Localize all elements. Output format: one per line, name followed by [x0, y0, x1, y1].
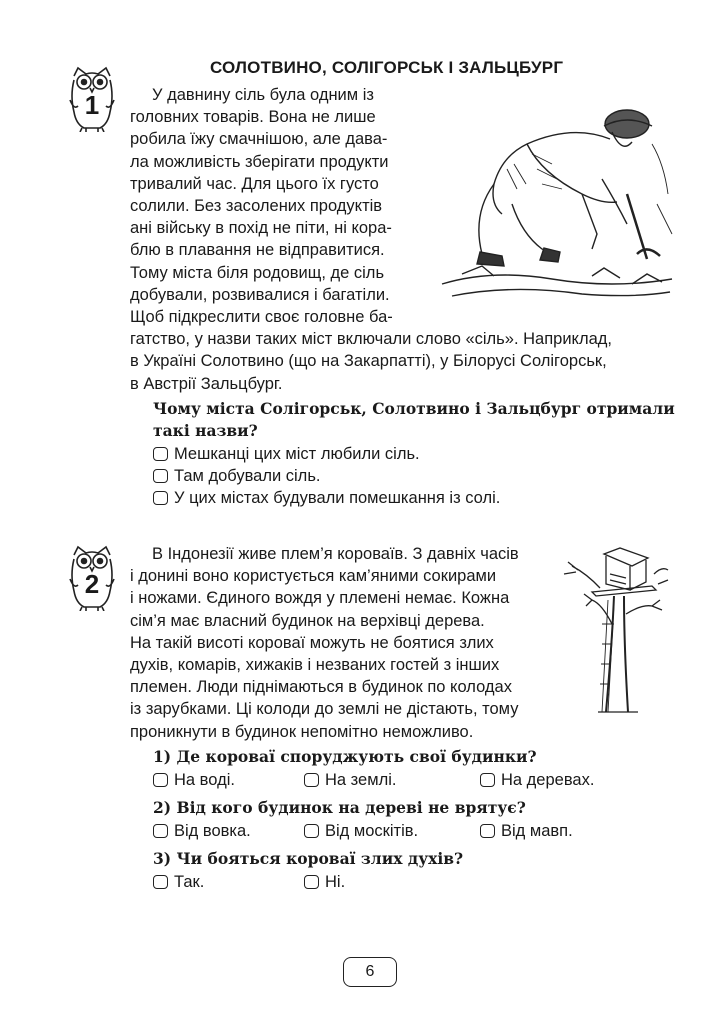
- answer-option[interactable]: [153, 871, 204, 893]
- question: 2) Від кого будинок на дереві не врятує?: [153, 798, 526, 817]
- checkbox[interactable]: [153, 824, 168, 838]
- text-line: Щоб підкреслити своє головне ба-: [130, 308, 393, 327]
- checkbox[interactable]: [153, 773, 168, 787]
- task1-text-top: [130, 84, 612, 395]
- option-label: Ні.: [325, 873, 346, 891]
- owl-icon: [68, 66, 116, 137]
- text-line: На такій висоті короваї можуть не боятися злих: [130, 633, 494, 652]
- answer-option[interactable]: [153, 465, 321, 487]
- option-label: Мешканці цих міст любили сіль.: [174, 445, 420, 463]
- text-line: тривалий час. Для цього їх густо: [130, 174, 379, 193]
- text-line: в Україні Солотвино (що на Закарпатті), у Білорусі Солігорськ,: [130, 352, 607, 371]
- text-line: племен. Люди піднімаються в будинок по колодах: [130, 678, 512, 697]
- checkbox[interactable]: [153, 447, 168, 461]
- option-label: Там добували сіль.: [174, 467, 321, 485]
- text-line: солили. Без засолених продуктів: [130, 197, 383, 216]
- question: 3) Чи бояться короваї злих духів?: [153, 849, 464, 868]
- answer-option[interactable]: [304, 871, 345, 893]
- text-line: ані війську в похід не піти, ні кора-: [130, 219, 392, 238]
- text-line: головних товарів. Вона не лише: [130, 108, 376, 127]
- page-title: СОЛОТВИНО, СОЛІГОРСЬК І ЗАЛЬЦБУРГ: [210, 58, 564, 77]
- text-line: проникнути в будинок непомітно неможливо.: [130, 722, 474, 741]
- task-number: 1: [84, 90, 100, 120]
- text-line: духів, комарів, хижаків і незваних гостей з інших: [130, 656, 500, 675]
- text-line: із зарубками. Ці колоди до землі не дістають, тому: [130, 700, 519, 719]
- option-label: Від мавп.: [501, 822, 573, 840]
- answer-option[interactable]: [304, 820, 418, 842]
- answer-option[interactable]: [480, 820, 573, 842]
- checkbox[interactable]: [153, 469, 168, 483]
- option-label: Так.: [174, 873, 205, 891]
- checkbox[interactable]: [304, 824, 319, 838]
- text-line: і ножами. Єдиного вождя у племені немає. Кожна: [130, 589, 510, 608]
- option-label: Від вовка.: [174, 822, 251, 840]
- checkbox[interactable]: [153, 875, 168, 889]
- text-line: У давнину сіль була одним із: [152, 86, 374, 104]
- checkbox[interactable]: [304, 773, 319, 787]
- answer-option[interactable]: [153, 820, 251, 842]
- checkbox[interactable]: [480, 773, 495, 787]
- owl-icon: [68, 545, 116, 616]
- answer-option[interactable]: [304, 769, 396, 791]
- miner-illustration: [432, 84, 682, 304]
- text-line: робила їжу смачнішою, але дава-: [130, 130, 388, 149]
- text-line: в Австрії Зальцбург.: [130, 374, 283, 393]
- checkbox[interactable]: [480, 824, 495, 838]
- page-number: 6: [343, 957, 397, 987]
- checkbox[interactable]: [153, 491, 168, 505]
- answer-option[interactable]: [153, 769, 235, 791]
- option-label: На деревах.: [501, 771, 595, 789]
- text-line: ла можливість зберігати продукти: [130, 152, 389, 171]
- text-line: гатство, у назви таких міст включали слово «сіль». Наприклад,: [130, 330, 612, 349]
- text-line: Тому міста біля родовищ, де сіль: [130, 263, 385, 282]
- text-line: добували, розвивалися і багатіли.: [130, 285, 390, 304]
- task2-text: [130, 543, 560, 743]
- task-number: 2: [84, 569, 100, 599]
- task1-question: [153, 398, 675, 442]
- option-label: Від москітів.: [325, 822, 419, 840]
- answer-option[interactable]: [153, 443, 420, 465]
- question-line: такі назви?: [153, 421, 258, 440]
- option-label: У цих містах будували помешкання із солі.: [174, 489, 501, 507]
- option-label: На землі.: [325, 771, 397, 789]
- treehouse-illustration: [562, 544, 670, 714]
- question-line: Чому міста Солігорськ, Солотвино і Зальцбург отримали: [153, 399, 675, 418]
- text-line: сім’я має власний будинок на верхівці дерева.: [130, 611, 485, 630]
- answer-option[interactable]: [153, 487, 500, 509]
- answer-option[interactable]: [480, 769, 594, 791]
- text-line: В Індонезії живе плем’я короваїв. З давніх часів: [152, 545, 519, 563]
- question: 1) Де короваї споруджують свої будинки?: [153, 747, 537, 766]
- text-line: блю в плавання не відправитися.: [130, 241, 385, 260]
- checkbox[interactable]: [304, 875, 319, 889]
- text-line: і донині воно користується кам’яними сокирами: [130, 567, 497, 586]
- option-label: На воді.: [174, 771, 235, 789]
